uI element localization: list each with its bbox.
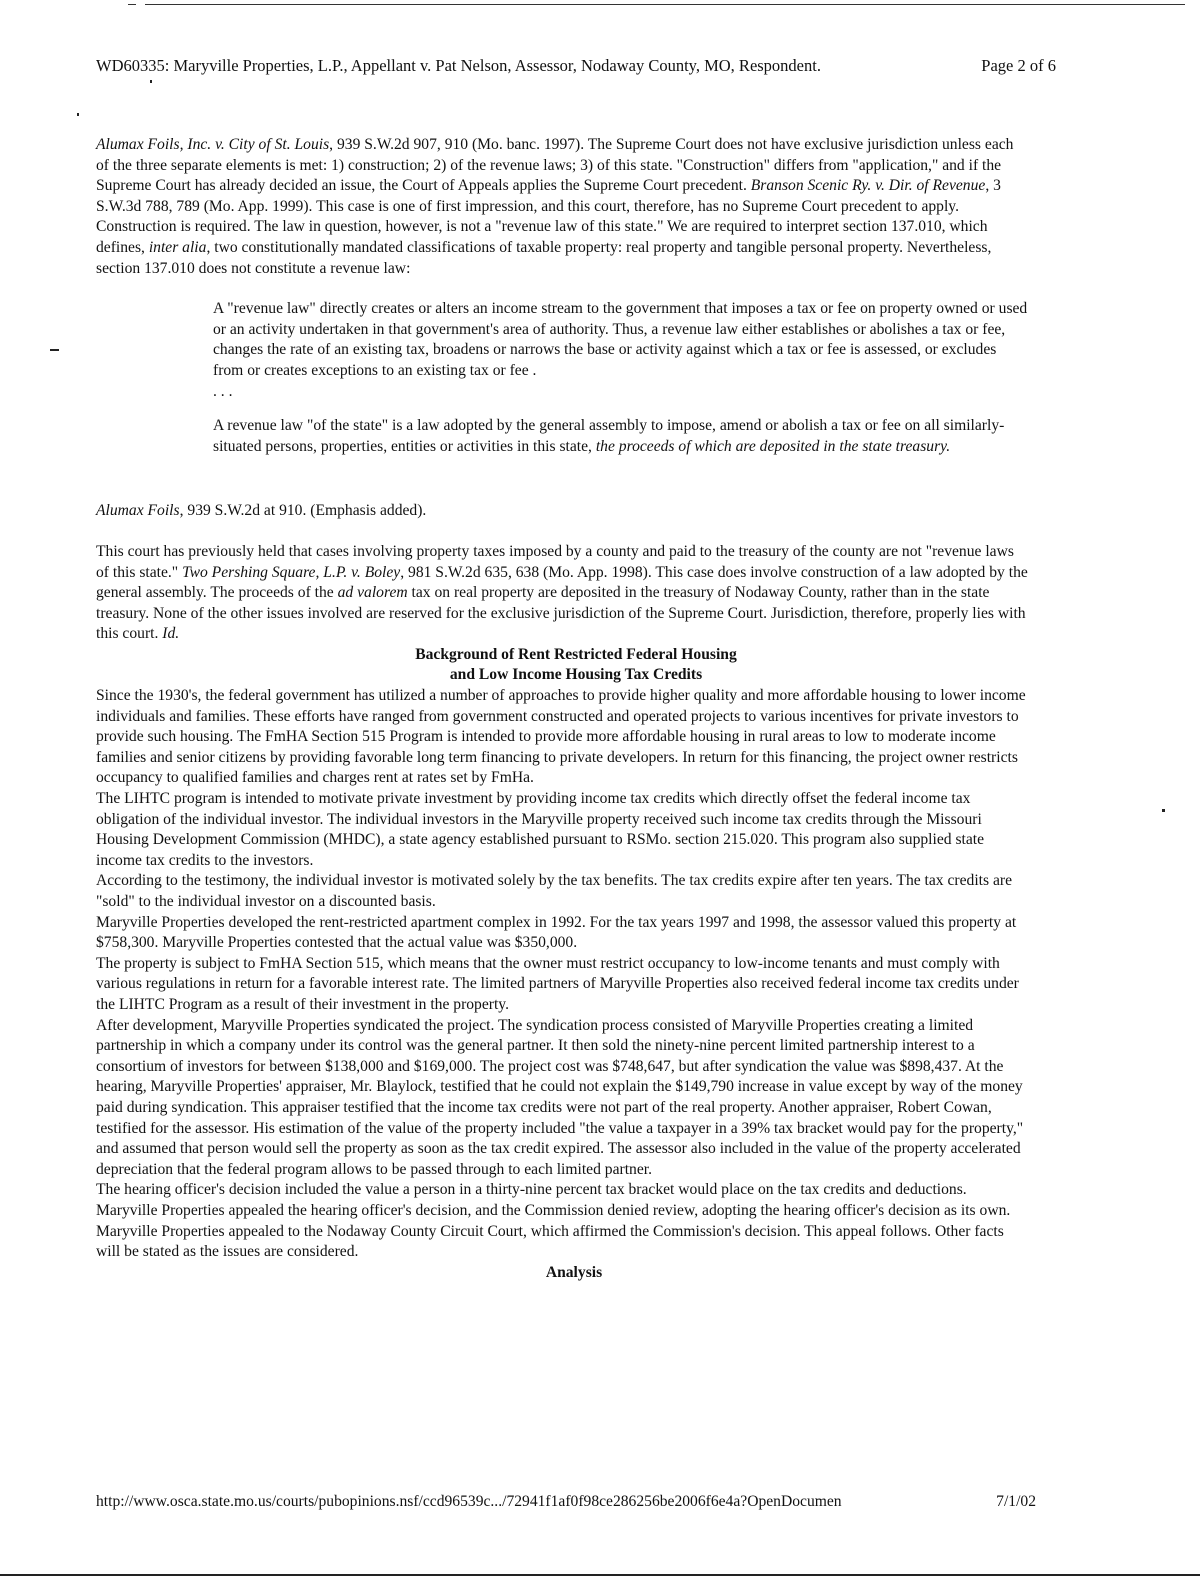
top-rule-stub	[128, 4, 136, 5]
paragraph-county-taxes	[96, 542, 1028, 645]
case-citation: Two Pershing Square, L.P. v. Boley	[182, 563, 401, 581]
block-quote-of-the-state	[213, 416, 1028, 457]
paragraph-text: This court has previously held that cases involving property taxes imposed by a county and paid to the treasury of the county are not "revenue laws of this state."	[96, 542, 1014, 581]
quote-citation	[96, 501, 1028, 522]
paragraph-federal-housing: Since the 1930's, the federal government has utilized a number of approaches to provide higher quality and more affordable housing to lower income individuals and families. These efforts have ranged from government constructed and operated projects to various incentives for private investors to provide such housing. The FmHA Section 515 Program is intended to provide more affordable housing in rural areas to low to moderate income families and senior citizens by providing favorable long term financing to private developers. In return for this financing, the project owner restricts occupancy to qualified families and charges rent at rates set by FmHa.	[96, 687, 1026, 787]
page-number: Page 2 of 6	[981, 56, 1056, 75]
paragraph-fmha: The property is subject to FmHA Section 515, which means that the owner must restrict occupancy to low-income tenants and must comply with various regulations in return for a favorable interest rate. The limited partners of Maryville Properties also received federal income tax credits under the LIHTC Program as a result of their investment in the property.	[96, 954, 1019, 1013]
latin-term: inter alia	[148, 238, 207, 256]
scan-speck	[150, 80, 152, 83]
scan-speck	[1162, 809, 1165, 812]
paragraph-text: , 981 S.W.2d 635, 638 (Mo. App. 1998). This case does involve construction of a law adopted by the general assembly. The proceeds of the	[96, 563, 1028, 602]
scan-speck	[50, 349, 59, 351]
paragraph-text: , 3 S.W.3d 788, 789 (Mo. App. 1999). This case is one of first impression, and this court, therefore, has no Supreme Court precedent to apply. Construction is required. The law in question, however, is not a "revenue law of this state." We are required to interpret section 137.010, which defines,	[96, 177, 1001, 256]
paragraph-jurisdiction	[96, 135, 1028, 279]
quote-emphasis: the proceeds of which are deposited in the state treasury.	[595, 437, 951, 455]
quote-text: A "revenue law" directly creates or alters an income stream to the government that imposes a tax or fee on property owned or used or an activity undertaken in that government's area of authority. Thus, a revenue law either establishes or abolishes a tax or fee, changes the rate of an existing tax, broadens or narrows the base or activity against which a tax or fee is assessed, or excludes from or creates exceptions to an existing tax or fee .	[213, 300, 1028, 379]
quote-text: A revenue law "of the state" is a law adopted by the general assembly to impose, amend or abolish a tax or fee on all similarly-situated persons, properties, entities or activities in this state,	[213, 417, 1005, 455]
paragraph-text: tax on real property are deposited in the treasury of Nodaway County, rather than in the state treasury. None of the other issues involved are reserved for the exclusive jurisdiction of the Supreme Court. Jurisdiction, therefore, properly lies with this court.	[96, 584, 1026, 643]
block-quote-revenue-law	[213, 299, 1028, 402]
print-date: 7/1/02	[996, 1493, 1036, 1510]
paragraph-lihtc: The LIHTC program is intended to motivate private investment by providing income tax credits which directly offset the federal income tax obligation of the individual investor. The individual investors in the Maryville property received such income tax credits through the Missouri Housing Development Commission (MHDC), a state agency established pursuant to RSMo. section 215.020. This program also supplied state income tax credits to the investors.	[96, 790, 985, 869]
source-url[interactable]: http://www.osca.state.mo.us/courts/pubopinions.nsf/ccd96539c.../72941f1af0f98ce286256be2006f6e4a?OpenDocumen	[96, 1493, 842, 1510]
top-rule	[145, 4, 1185, 5]
section-heading-line-2: and Low Income Housing Tax Credits	[449, 666, 703, 684]
analysis-heading: Analysis	[545, 1263, 603, 1281]
paragraph-valuation: Maryville Properties developed the rent-restricted apartment complex in 1992. For the tax years 1997 and 1998, the assessor valued this property at $758,300. Maryville Properties contested that the actual value was $350,000.	[96, 913, 1017, 952]
id-citation: Id.	[162, 625, 180, 643]
paragraph-text: , two constitutionally mandated classifications of taxable property: real property and tangible personal property. Nevertheless, section 137.010 does not constitute a revenue law:	[96, 238, 992, 277]
case-citation: Branson Scenic Ry. v. Dir. of Revenue	[750, 177, 986, 195]
section-heading-line-1: Background of Rent Restricted Federal Housing	[415, 645, 737, 663]
paragraph-hearing: The hearing officer's decision included the value a person in a thirty-nine percent tax bracket would place on the tax credits and deductions. Maryville Properties appealed the hearing officer's decision, and the Commission denied review, adopting the hearing officer's decision as its own. Maryville Properties appealed to the Nodaway County Circuit Court, which affirmed the Commission's decision. This appeal follows. Other facts will be stated as the issues are considered.	[96, 1181, 1011, 1261]
scan-speck	[77, 113, 79, 116]
bottom-rule	[0, 1574, 1200, 1576]
case-title: WD60335: Maryville Properties, L.P., Appellant v. Pat Nelson, Assessor, Nodaway County, MO, Respondent.	[96, 56, 821, 75]
citation-text: , 939 S.W.2d at 910. (Emphasis added).	[179, 502, 427, 520]
opinion-body	[96, 135, 1028, 1283]
quote-ellipsis: . . .	[213, 382, 233, 400]
paragraph-text: , 939 S.W.2d 907, 910 (Mo. banc. 1997). The Supreme Court does not have exclusive jurisdiction unless each of the three separate elements is met: 1) construction; 2) of the revenue laws; 3) of this state. "Construction" differs from "application," and if the Supreme Court has already decided an issue, the Court of Appeals applies the Supreme Court precedent.	[96, 136, 1014, 195]
case-citation: Alumax Foils	[96, 502, 180, 520]
paragraph-syndication: After development, Maryville Properties syndicated the project. The syndication process consisted of Maryville Properties creating a limited partnership in which a company under its control was the general partner. It then sold the ninety-nine percent limited partnership interest to a consortium of investors for between $138,000 and $169,000. The project cost was $748,647, but after syndication the value was $898,437. At the hearing, Maryville Properties' appraiser, Mr. Blaylock, testified that he could not explain the $149,790 increase in value except by way of the money paid during syndication. This appraiser testified that the income tax credits were not part of the real property. Another appraiser, Robert Cowan, testified for the assessor. His estimation of the value of the property included "the value a taxpayer in a 39% tax bracket would pay for the property," and assumed that person would sell the property as soon as the tax credit expired. The assessor also included in the value of the property accelerated depreciation that the federal program allows to be passed through to each limited partner.	[96, 1016, 1024, 1178]
latin-term: ad valorem	[337, 584, 408, 602]
case-citation: Alumax Foils, Inc. v. City of St. Louis	[96, 136, 330, 153]
paragraph-testimony: According to the testimony, the individual investor is motivated solely by the tax benefits. The tax credits expire after ten years. The tax credits are "sold" to the individual investor on a discounted basis.	[96, 872, 1013, 910]
